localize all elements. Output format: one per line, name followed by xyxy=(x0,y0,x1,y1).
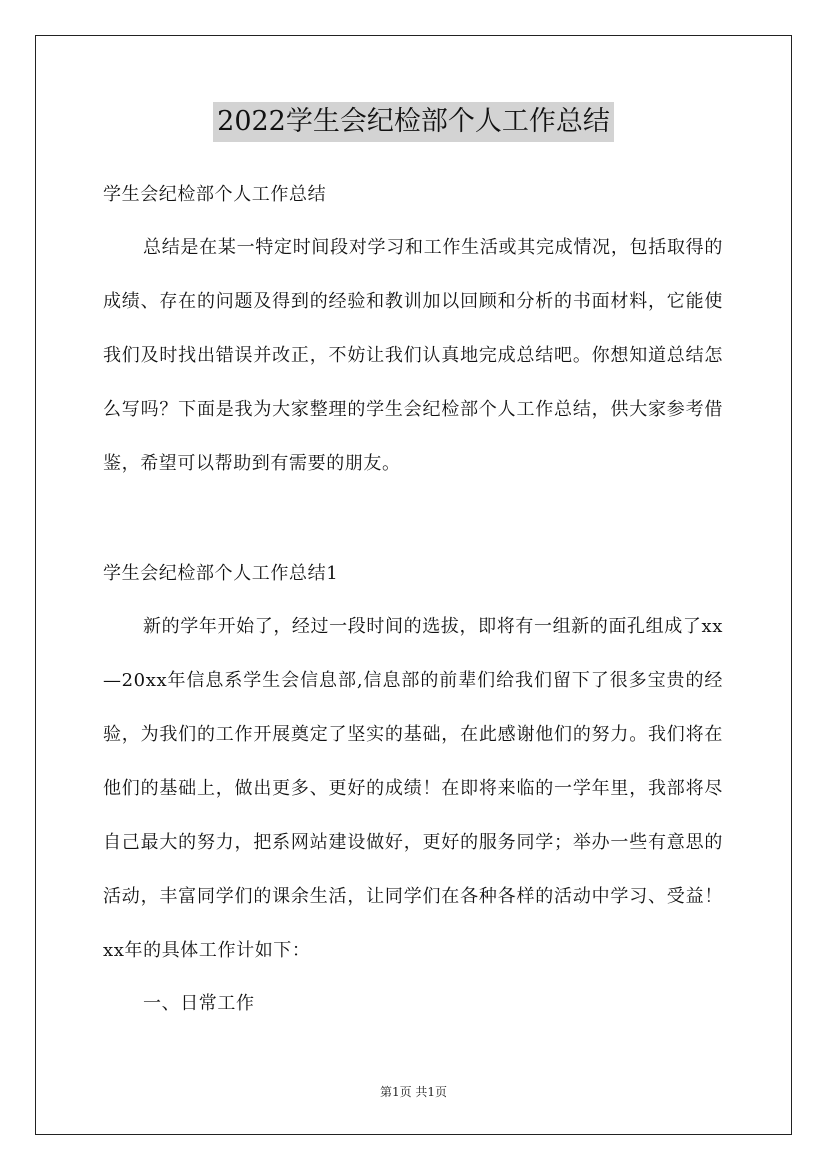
document-title: 2022学生会纪检部个人工作总结 xyxy=(213,102,614,142)
section-1-body: 新的学年开始了，经过一段时间的选拔，即将有一组新的面孔组成了xx—20xx年信息系学生会信息部,信息部的前辈们给我们留下了很多宝贵的经验，为我们的工作开展奠定了坚实的基础，在此感谢他们的努力。我们将在他们的基础上，做出更多、更好的成绩！在即将来临的一学年里，我部将尽自己最大的努力，把系网站建设做好，更好的服务同学；举办一些有意思的活动，丰富同学们的课余生活，让同学们在各种各样的活动中学习、受益！xx年的具体工作计如下： xyxy=(103,616,723,961)
page-footer: 第1页 共1页 xyxy=(379,1085,448,1099)
intro-paragraph: 总结是在某一特定时间段对学习和工作生活或其完成情况，包括取得的成绩、存在的问题及得到的经验和教训加以回顾和分析的书面材料，它能使我们及时找出错误并改正，不妨让我们认真地完成总结吧。你想知道总结怎么写吗？下面是我为大家整理的学生会纪检部个人工作总结，供大家参考借鉴，希望可以帮助到有需要的朋友。 xyxy=(103,237,723,474)
section-1-heading: 学生会纪检部个人工作总结1 xyxy=(103,563,339,584)
subsection-heading: 一、日常工作 xyxy=(143,993,255,1014)
document-subtitle: 学生会纪检部个人工作总结 xyxy=(103,184,327,205)
title-container xyxy=(0,102,827,142)
